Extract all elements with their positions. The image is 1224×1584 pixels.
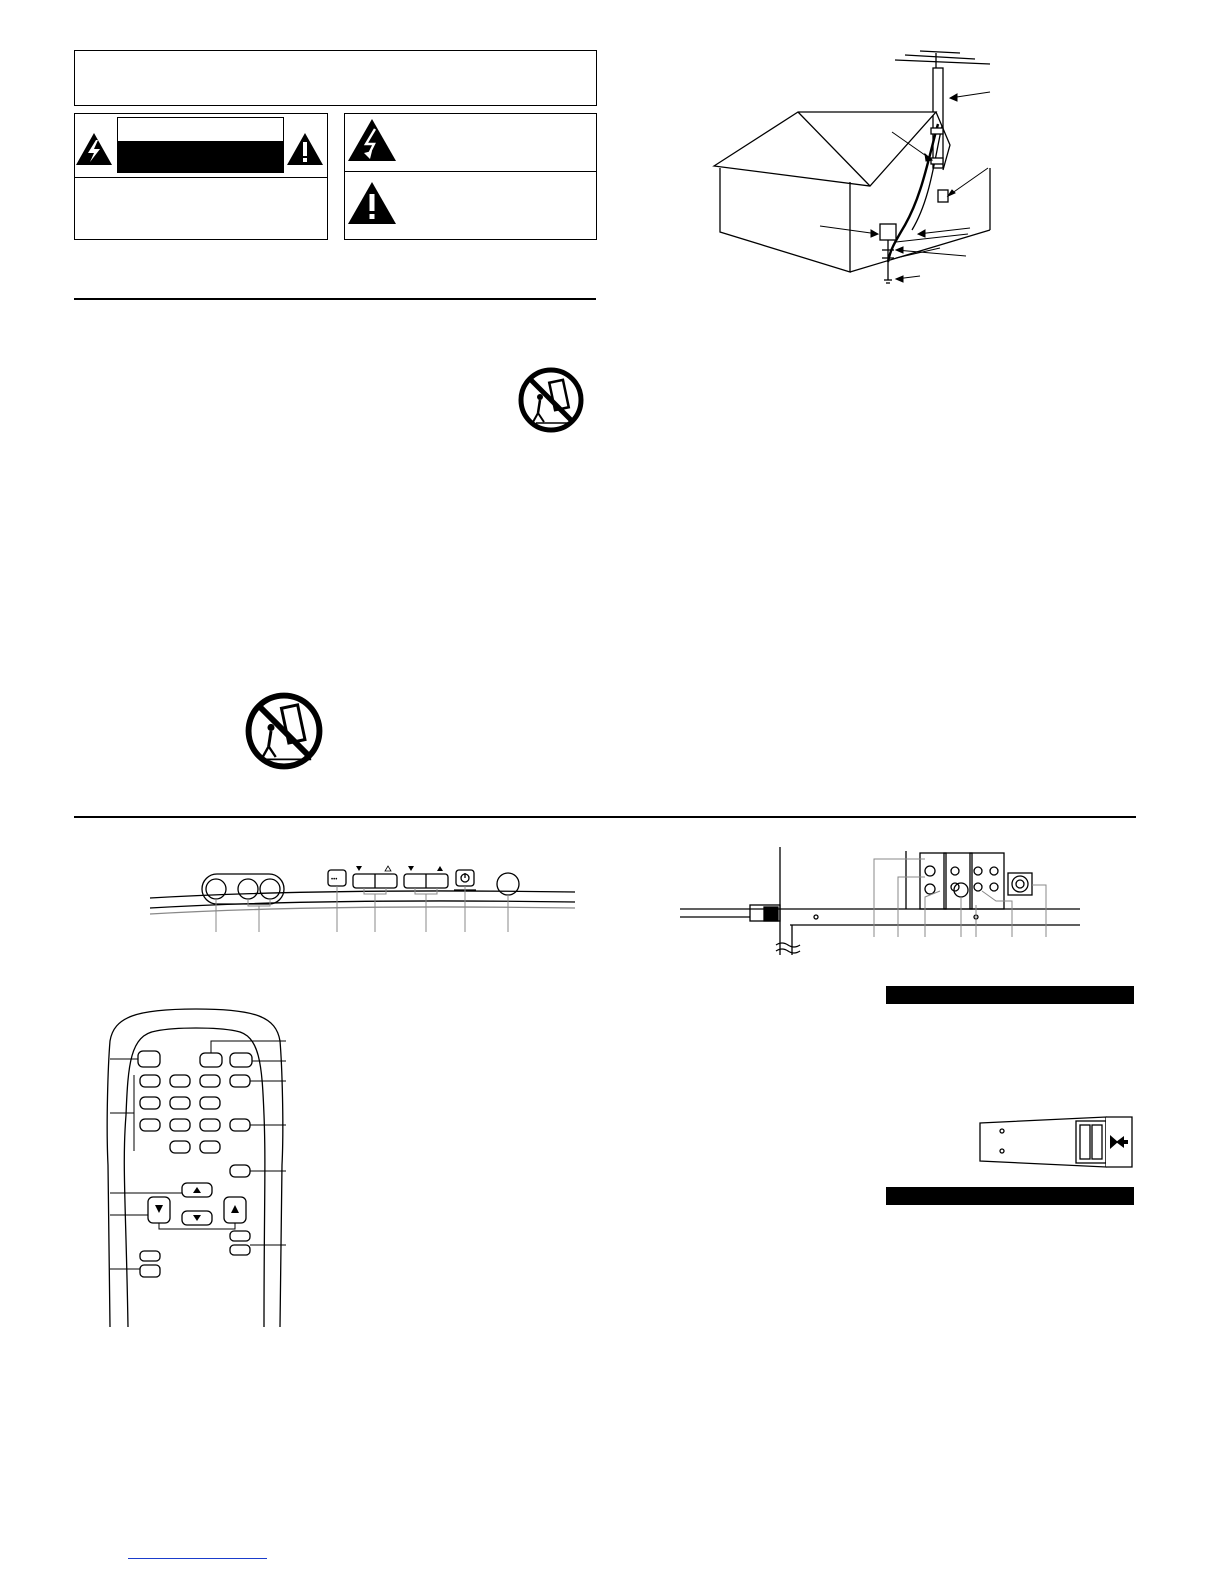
caution-box-divider [75,177,327,178]
section-heading-bar [886,986,1134,1004]
section-heading-bar [886,1187,1134,1205]
remote-control-diagram [96,1005,301,1335]
exclamation-triangle-icon [285,131,325,167]
antenna-grounding-diagram [700,50,1020,290]
lightning-triangle-icon [74,131,114,167]
header-box [74,50,597,106]
rear-panel-diagram [680,845,1080,970]
section-rule-top [74,298,596,300]
front-panel-diagram [150,860,580,940]
caution-label-bar [118,141,283,172]
battery-compartment-diagram [978,1115,1138,1171]
exclamation-triangle-icon [346,180,398,226]
svg-text:•••: ••• [331,877,338,883]
section-rule-full [74,816,1136,818]
no-cart-tipover-icon [518,367,584,433]
link-underline[interactable] [128,1558,267,1559]
no-cart-tipover-icon [245,692,323,770]
symbols-box-divider [345,171,596,172]
lightning-arrow-triangle-icon [346,117,398,163]
